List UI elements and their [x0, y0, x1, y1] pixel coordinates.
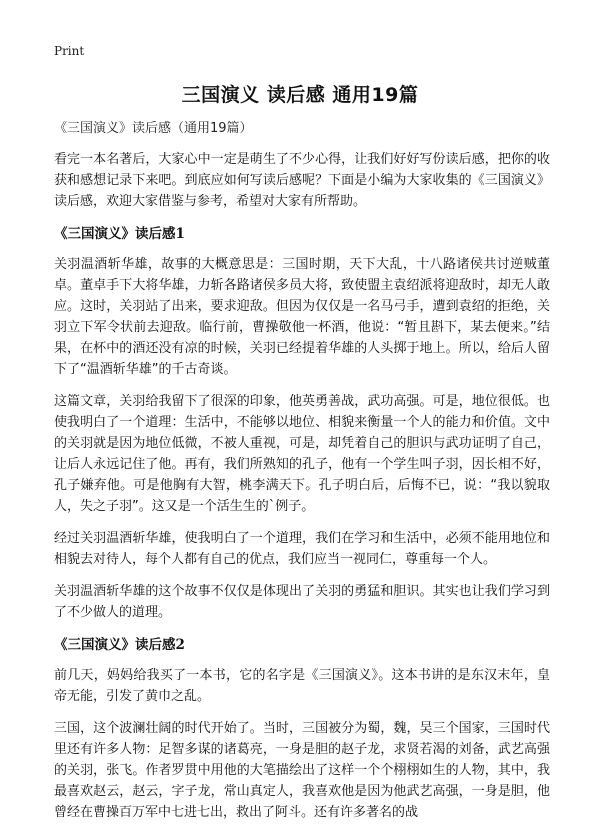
section-1: [54, 223, 550, 623]
page-title: 三国演义 读后感 通用19篇: [181, 84, 419, 106]
paragraph: 关羽温酒斩华雄，故事的大概意思是：三国时期，天下大乱，十八路诸侯共讨逆贼董卓。董卓手下大将华雄，力斩各路诸侯多员大将，致使盟主袁绍派将迎敌时，却无人敢应。这时，关羽站了出来，要求迎敌。但因为仅仅是一名马弓手，遭到袁绍的拒绝，关羽立下军令状前去迎敌。临行前，曹操敬他一杯酒，他说：“暂且斟下，某去便来。”结果，在杯中的酒还没有凉的时候，关羽已经提着华雄的人头掷于地上。所以，给后人留下了“温酒斩华雄”的千古奇谈。: [54, 257, 550, 377]
article-subtitle: 《三国演义》读后感（通用19篇）: [54, 121, 253, 136]
section-2: [54, 634, 550, 823]
print-link[interactable]: Print: [54, 44, 85, 58]
section-heading: 《三国演义》读后感1: [54, 226, 185, 242]
section-heading: 《三国演义》读后感2: [54, 637, 185, 653]
paragraph: 经过关羽温酒斩华雄，使我明白了一个道理，我们在学习和生活中，必须不能用地位和相貌去对待人，每个人都有自己的优点，我们应当一视同仁，尊重每一个人。: [54, 531, 550, 567]
paragraph: 这篇文章，关羽给我留下了很深的印象，他英勇善战，武功高强。可是，地位很低。也使我明白了一个道理：生活中，不能够以地位、相貌来衡量一个人的能力和价值。文中的关羽就是因为地位低微，不被人重视，可是，却凭着自己的胆识与武功证明了自己，让后人永远记住了他。再有，我们所熟知的孔子，他有一个学生叫子羽，因长相不好，孔子嫌弃他。可是他胸有大智，桃李满天下。孔子明白后，后悔不已，说：“我以貌取人，失之子羽”。这又是一个活生生的`例子。: [54, 394, 550, 514]
intro-paragraph: 看完一本名著后，大家心中一定是萌生了不少心得，让我们好好写份读后感，把你的收获和感想记录下来吧。到底应如何写读后感呢？下面是小编为大家收集的《三国演义》读后感，欢迎大家借鉴与参考，希望对大家有所帮助。: [54, 152, 550, 209]
article-body: [54, 119, 550, 834]
paragraph: 前几天，妈妈给我买了一本书，它的名字是《三国演义》。这本书讲的是东汉末年，皇帝无能，引发了黄巾之乱。: [54, 668, 550, 704]
paragraph: 关羽温酒斩华雄的这个故事不仅仅是体现出了关羽的勇猛和胆识。其实也让我们学习到了不少做人的道理。: [54, 584, 550, 620]
paragraph: 三国，这个波澜壮阔的时代开始了。当时，三国被分为蜀，魏，吴三个国家，三国时代里还有许多人物：足智多谋的诸葛亮，一身是胆的赵子龙，求贤若渴的刘备，武艺高强的关羽，张飞。作者罗贯中用他的大笔描绘出了这样一个个栩栩如生的人物，其中，我最喜欢赵云，赵云，字子龙，常山真定人，我喜欢他是因为他武艺高强，一身是胆，他曾经在曹操百万军中七进七出，救出了阿斗。还有许多著名的战: [54, 721, 550, 820]
